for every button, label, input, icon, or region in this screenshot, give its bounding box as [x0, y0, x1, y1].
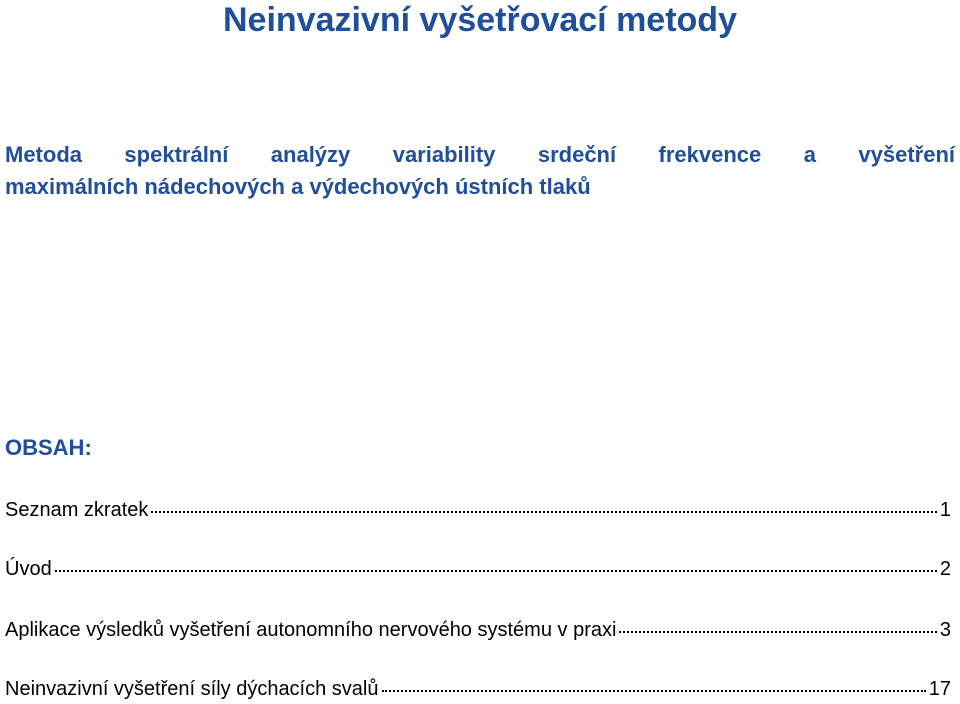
subtitle-line-1	[5, 139, 955, 171]
subtitle-word: Metoda	[5, 142, 82, 167]
subtitle-word: variability	[392, 142, 496, 167]
document-subtitle	[5, 139, 955, 203]
toc-entry-label: Aplikace výsledků vyšetření autonomního nervového systému v praxi	[5, 619, 617, 641]
subtitle-word: frekvence	[658, 142, 762, 167]
subtitle-word: spektrální	[124, 142, 229, 167]
toc-dot-leader	[151, 510, 936, 513]
toc-entry-page: 17	[928, 678, 951, 700]
subtitle-word: srdeční	[537, 142, 617, 167]
toc-dot-leader	[382, 689, 926, 692]
toc-entry-page: 3	[939, 619, 951, 641]
subtitle-word: analýzy	[270, 142, 351, 167]
toc-entry[interactable]	[5, 615, 951, 645]
subtitle-word: a	[803, 142, 816, 167]
toc-heading: OBSAH:	[5, 435, 92, 460]
toc-entry-label: Úvod	[5, 558, 52, 580]
subtitle-word: vyšetření	[858, 142, 955, 167]
toc-entry[interactable]	[5, 495, 951, 525]
toc-entry[interactable]	[5, 674, 951, 704]
toc-entry-label: Seznam zkratek	[5, 499, 149, 521]
document-title: Neinvazivní vyšetřovací metody	[222, 1, 737, 39]
toc-dot-leader	[619, 630, 936, 633]
toc-entry-page: 2	[939, 558, 951, 580]
toc-entry[interactable]	[5, 554, 951, 584]
toc-dot-leader	[55, 569, 937, 572]
toc-entry-page: 1	[939, 499, 951, 521]
toc-entry-label: Neinvazivní vyšetření síly dýchacích svalů	[5, 678, 379, 700]
subtitle-line-2: maximálních nádechových a výdechových ústních tlaků	[5, 174, 591, 199]
